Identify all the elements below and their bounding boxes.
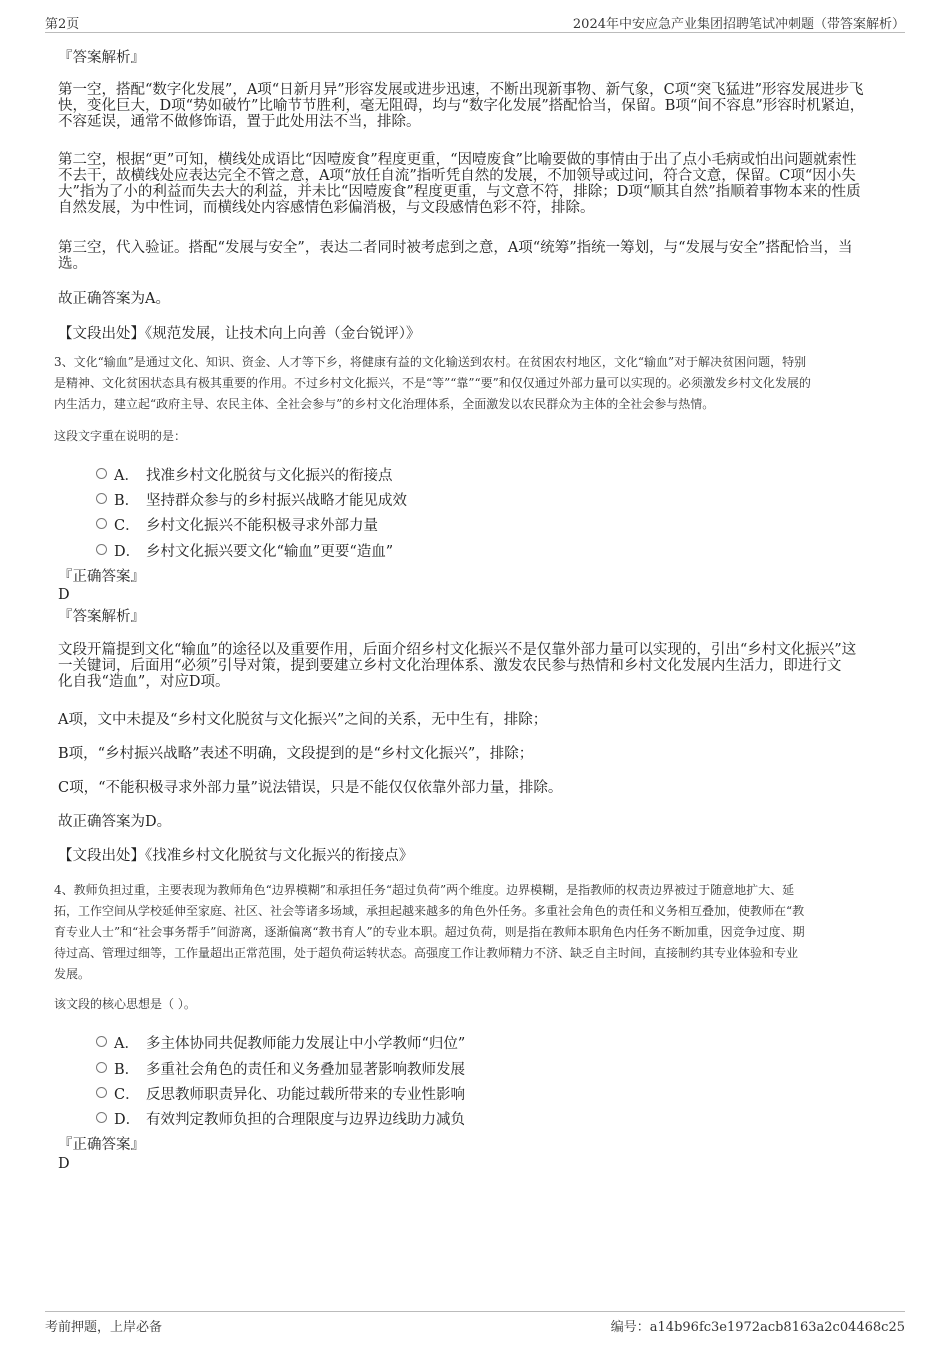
q3-analysis-option-c: C项，“不能积极寻求外部力量”说法错误，只是不能仅仅依靠外部力量，排除。 (58, 780, 563, 796)
text-line: 大”指为了小的利益而失去大的利益，并未比“因噎废食”程度更重，与文意不符，排除；D项“顺其自然”指顺着事物本来的性质 (58, 184, 861, 200)
text-line: 是精神、文化贫困状态具有极其重要的作用。不过乡村文化振兴，不是“等”“靠”“要”和仅仅通过外部力量可以实现的。必须激发乡村文化发展的 (54, 376, 811, 390)
q2-conclusion: 故正确答案为A。 (58, 291, 170, 307)
radio-button[interactable] (96, 468, 107, 479)
q3-answer: D (58, 587, 70, 603)
q4-stem (54, 880, 899, 985)
option-letter: B． (114, 493, 140, 509)
q4-prompt: 该文段的核心思想是（ ）。 (54, 997, 196, 1011)
q3-analysis-option-b: B项，“乡村振兴战略”表述不明确，文段提到的是“乡村文化振兴”，排除； (58, 746, 534, 762)
page-header (45, 10, 905, 33)
q2-analysis-paragraph-1 (58, 82, 898, 130)
option-letter: C． (114, 518, 140, 534)
text-line: 4、教师负担过重，主要表现为教师角色“边界模糊”和承担任务“超过负荷”两个维度。边界模糊，是指教师的权责边界被过于随意地扩大、延 (54, 883, 795, 897)
option-text: 多主体协同共促教师能力发展让中小学教师“归位” (146, 1036, 466, 1052)
text-line: 内生活力，建立起“政府主导、农民主体、全社会参与”的乡村文化治理体系，全面激发以农民群众为主体的全社会参与热情。 (54, 397, 715, 411)
text-line: 不去干，故横线处应表达完全不管之意，A项“放任自流”指听凭自然的发展，不加领导或过问，符合文意，保留。C项“因小失 (58, 168, 856, 184)
text-line: 不容延误，通常不做修饰语，置于此处用法不当，排除。 (58, 114, 421, 130)
text-line: 第二空，根据“更”可知，横线处成语比“因噎废食”程度更重，“因噎废食”比喻要做的事情由于出了点小毛病或怕出问题就索性 (58, 152, 857, 168)
q3-analysis-option-a: A项，文中未提及“乡村文化脱贫与文化振兴”之间的关系，无中生有，排除； (58, 712, 548, 728)
option-letter: D． (114, 544, 141, 560)
option-text: 反思教师职责异化、功能过载所带来的专业性影响 (146, 1087, 465, 1103)
q2-analysis-label: 『答案解析』 (58, 50, 145, 66)
option-letter: D． (114, 1112, 141, 1128)
radio-button[interactable] (96, 1087, 107, 1098)
q4-answer-label: 『正确答案』 (58, 1137, 145, 1153)
q3-source: 【文段出处】《找准乡村文化脱贫与文化振兴的衔接点》 (58, 848, 414, 864)
page-footer (45, 1311, 905, 1334)
option-text: 乡村文化振兴不能积极寻求外部力量 (146, 518, 378, 534)
option-text: 有效判定教师负担的合理限度与边界边线助力减负 (146, 1112, 465, 1128)
footer-slogan: 考前押题，上岸必备 (45, 1320, 163, 1335)
q3-prompt: 这段文字重在说明的是： (54, 429, 187, 443)
radio-button[interactable] (96, 493, 107, 504)
option-text: 找准乡村文化脱贫与文化振兴的衔接点 (146, 468, 393, 484)
radio-button[interactable] (96, 1062, 107, 1073)
option-letter: A． (114, 1036, 139, 1052)
q3-conclusion: 故正确答案为D。 (58, 814, 172, 830)
text-line: 化自我“造血”，对应D项。 (58, 674, 230, 690)
radio-button[interactable] (96, 518, 107, 529)
text-line: 第三空，代入验证。搭配“发展与安全”，表达二者同时被考虑到之意，A项“统筹”指统一筹划，与“发展与安全”搭配恰当，当 (58, 240, 853, 256)
text-line: 3、文化“输血”是通过文化、知识、资金、人才等下乡，将健康有益的文化输送到农村。在贫困农村地区，文化“输血”对于解决贫困问题，特别 (54, 355, 807, 369)
q3-stem (54, 352, 899, 415)
q3-analysis-label: 『答案解析』 (58, 609, 145, 625)
q4-answer: D (58, 1156, 70, 1172)
q2-analysis-paragraph-2 (58, 152, 898, 216)
q3-analysis-paragraph-1 (58, 642, 898, 690)
option-text: 坚持群众参与的乡村振兴战略才能见成效 (146, 493, 407, 509)
text-line: 选。 (58, 256, 87, 272)
q2-source: 【文段出处】《规范发展，让技术向上向善（金台锐评）》 (58, 326, 421, 342)
radio-button[interactable] (96, 544, 107, 555)
text-line: 一关键词，后面用“必须”引导对策，提到要建立乡村文化治理体系、激发农民参与热情和乡村文化发展内生活力，即进行文 (58, 658, 842, 674)
option-letter: A． (114, 468, 139, 484)
text-line: 待过高、管理过细等，工作量超出正常范围，处于超负荷运转状态。高强度工作让教师精力不济、缺乏自主时间，直接制约其专业体验和专业 (54, 946, 799, 960)
option-text: 乡村文化振兴要文化“输血”更要“造血” (146, 544, 394, 560)
option-letter: C． (114, 1087, 140, 1103)
document-serial: 编号：a14b96fc3e1972acb8163a2c04468c25 (610, 1320, 905, 1335)
text-line: 自然发展，为中性词，而横线处内容感情色彩偏消极，与文段感情色彩不符，排除。 (58, 200, 595, 216)
option-letter: B． (114, 1062, 140, 1078)
q2-analysis-paragraph-3 (58, 240, 898, 272)
page-number: 第2页 (45, 17, 80, 32)
text-line: 第一空，搭配“数字化发展”，A项“日新月异”形容发展或进步迅速，不断出现新事物、新气象，C项“突飞猛进”形容发展进步飞 (58, 82, 864, 98)
radio-button[interactable] (96, 1036, 107, 1047)
text-line: 育专业人士”和“社会事务帮手”间游离，逐渐偏离“教书育人”的专业本职。超过负荷，则是指在教师本职角色内任务不断加重，因竞争过度、期 (54, 925, 805, 939)
option-text: 多重社会角色的责任和义务叠加显著影响教师发展 (146, 1062, 465, 1078)
document-title: 2024年中安应急产业集团招聘笔试冲刺题（带答案解析） (572, 17, 905, 32)
text-line: 拓，工作空间从学校延伸至家庭、社区、社会等诸多场域，承担起越来越多的角色外任务。多重社会角色的责任和义务相互叠加，使教师在“教 (54, 904, 805, 918)
radio-button[interactable] (96, 1112, 107, 1123)
text-line: 快，变化巨大，D项“势如破竹”比喻节节胜利，毫无阻碍，均与“数字化发展”搭配恰当，保留。B项“间不容息”形容时机紧迫， (58, 98, 865, 114)
text-line: 文段开篇提到文化“输血”的途径以及重要作用，后面介绍乡村文化振兴不是仅靠外部力量可以实现的，引出“乡村文化振兴”这 (58, 642, 857, 658)
text-line: 发展。 (54, 967, 91, 981)
q3-answer-label: 『正确答案』 (58, 569, 145, 585)
